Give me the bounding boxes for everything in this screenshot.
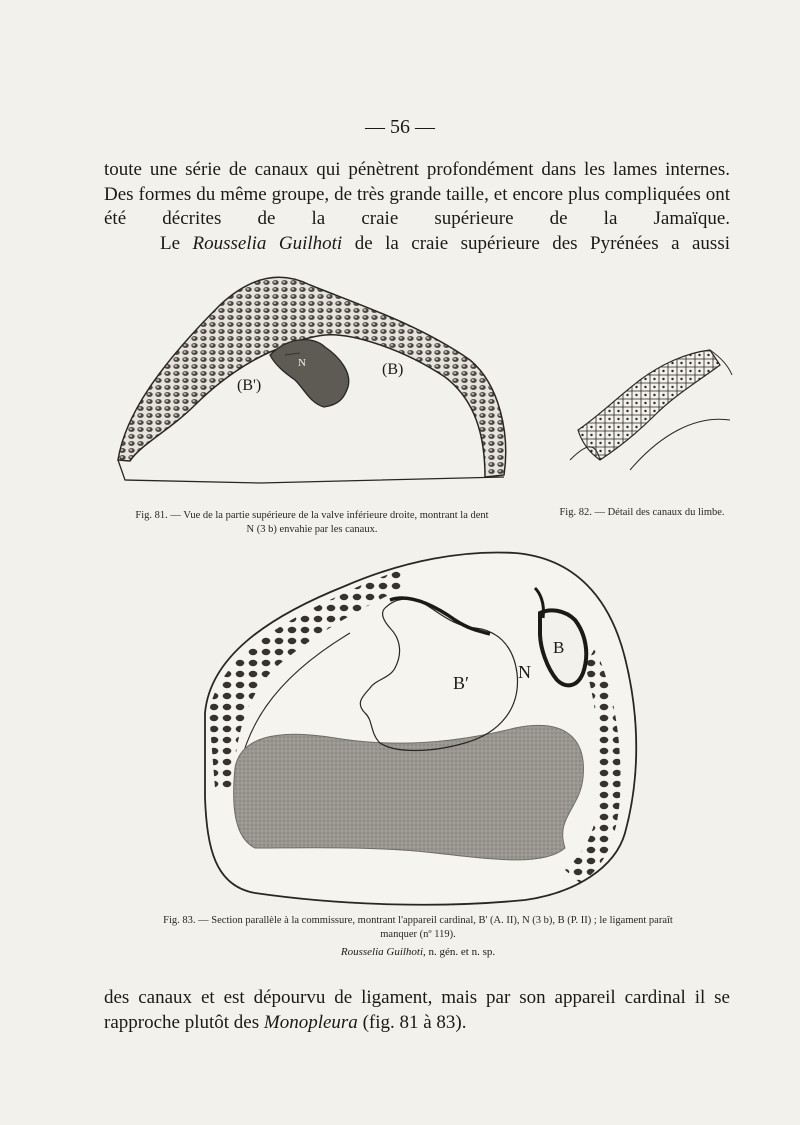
fig81-label-b-prime: (B') xyxy=(237,377,262,394)
figure-81 xyxy=(100,265,520,490)
text-span: , n. gén. et n. sp. xyxy=(423,946,496,958)
text-span: (fig. 81 à 83). xyxy=(357,1011,467,1033)
page-number: — 56 — xyxy=(365,116,435,138)
text-span: Le xyxy=(160,232,193,254)
fig83-species-line xyxy=(104,946,732,958)
caption-line: N (3 b) envahie par les canaux. xyxy=(246,524,378,535)
fig81-caption xyxy=(92,509,532,537)
fig83-label-b: B xyxy=(553,638,565,657)
paragraph: toute une série de canaux qui pénètrent profondément dans les lames internes. Des formes du même groupe, de très grande taille, et encore plus compliquées ont été décrites de la craie supérieure de la Jamaïque. xyxy=(104,159,730,229)
fig81-drawing xyxy=(100,265,520,490)
paragraph xyxy=(104,986,730,1035)
text-span: de la craie supérieure des Pyrénées a aussi xyxy=(342,232,730,254)
figure-82 xyxy=(560,335,735,495)
fig83-caption xyxy=(104,914,732,942)
body-text-top xyxy=(104,158,730,256)
caption-line: manquer (nº 119). xyxy=(380,929,456,940)
caption-line: Fig. 83. — Section parallèle à la commissure, montrant l'appareil cardinal, B' (A. II), N (3 b), B (P. II) ; le ligament paraît xyxy=(163,915,673,926)
fig82-drawing xyxy=(560,335,735,495)
text-span: des canaux et est dépourvu de ligament, mais par son appareil cardinal il se rapproche plutôt des xyxy=(104,987,730,1033)
body-text-bottom xyxy=(104,986,730,1035)
genus-name: Monopleura xyxy=(263,1011,358,1033)
species-name: Rousselia Guilhoti xyxy=(192,232,343,254)
fig81-label-n: N xyxy=(298,357,306,369)
fig82-caption: Fig. 82. — Détail des canaux du limbe. xyxy=(559,507,725,518)
fig83-label-n: N xyxy=(518,662,531,682)
fig81-label-b: (B) xyxy=(382,361,404,378)
species-name: Rousselia Guilhoti xyxy=(340,946,424,958)
caption-line: Fig. 81. — Vue de la partie supérieure de la valve inférieure droite, montrant la dent xyxy=(135,510,489,521)
figure-83 xyxy=(195,548,650,908)
fig83-drawing xyxy=(195,548,650,908)
fig83-label-b-prime: B′ xyxy=(453,673,469,693)
paragraph xyxy=(104,232,730,257)
